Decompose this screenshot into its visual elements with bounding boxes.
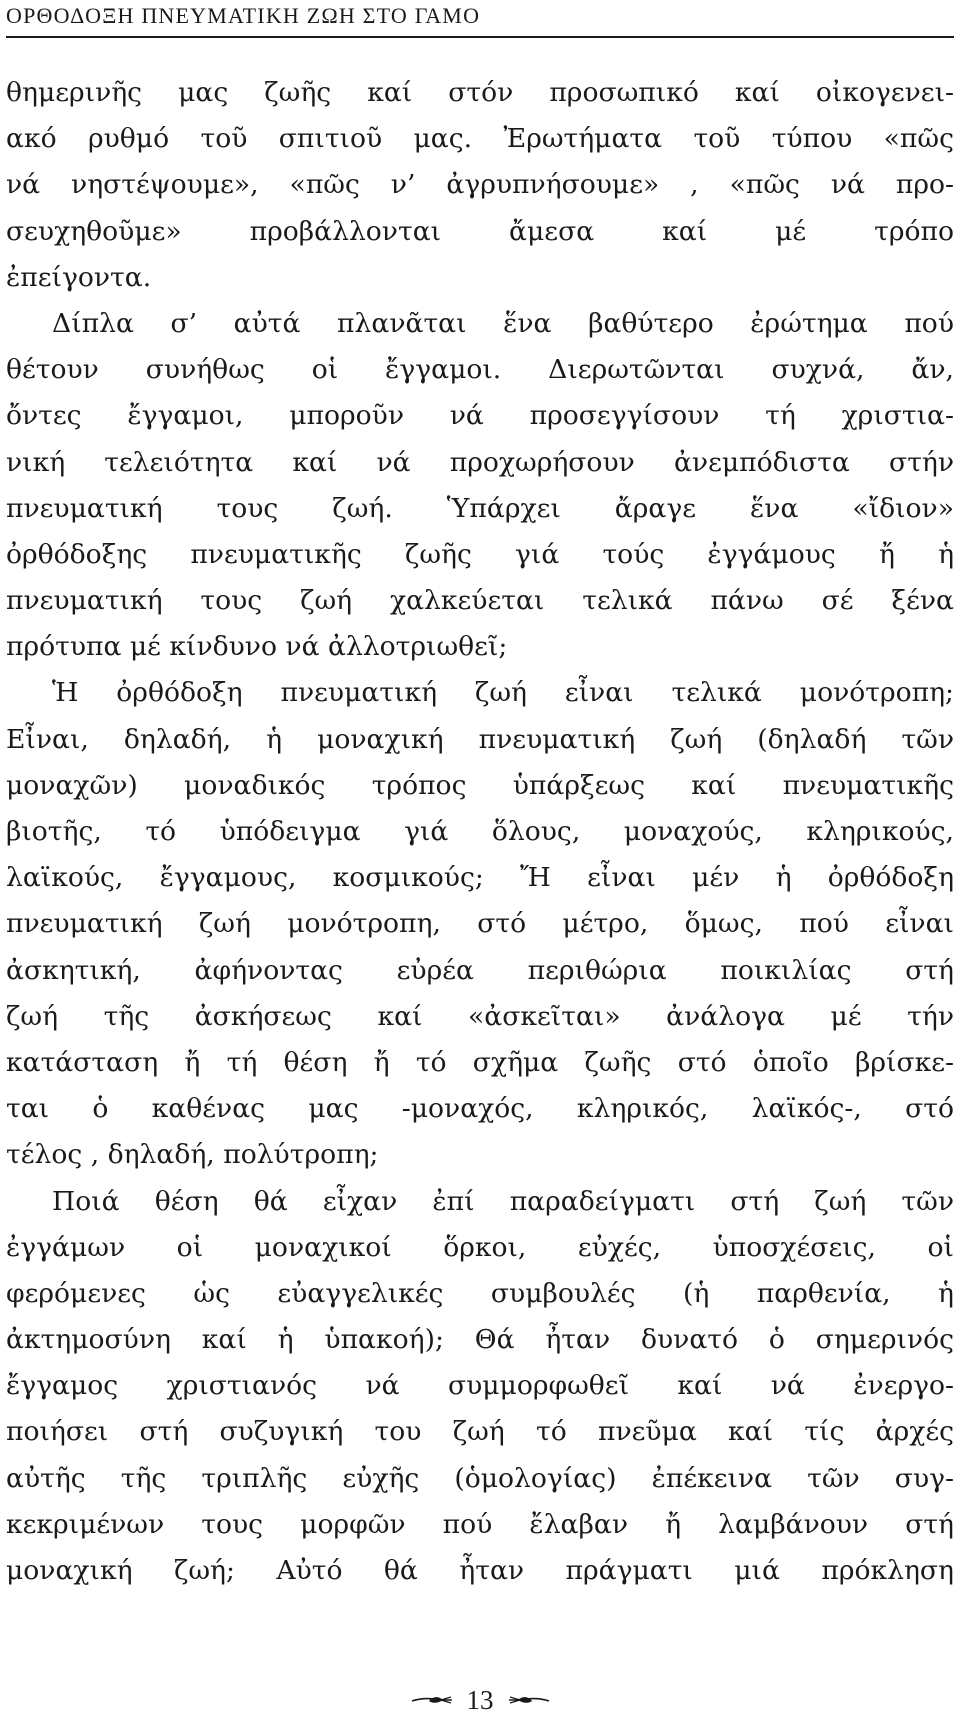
text-line: νική τελειότητα καί νά προχωρήσουν ἀνεμπόδιστα στήν <box>6 446 954 478</box>
text-line: ἔγγαμος χριστιανός νά συμμορφωθεῖ καί νά ἐνεργο- <box>6 1370 954 1402</box>
text-line: νά νηστέψουμε», «πῶς ν’ ἀγρυπνήσουμε» , «πῶς νά προ- <box>6 169 954 201</box>
text-line: ζωή τῆς ἀσκήσεως καί «ἀσκεῖται» ἀνάλογα μέ τήν <box>6 1000 954 1032</box>
book-page <box>6 0 954 1720</box>
text-line: ἀκτημοσύνη καί ἡ ὑπακοή); Θά ἦταν δυνατό ὁ σημερινός <box>6 1324 954 1356</box>
text-line: Δίπλα σ’ αὐτά πλανᾶται ἕνα βαθύτερο ἐρώτημα πού <box>52 307 954 339</box>
text-line: ἐπείγοντα. <box>6 261 152 293</box>
fleuron-right-icon <box>508 1694 550 1706</box>
text-line: ἀσκητική, ἀφήνοντας εὐρέα περιθώρια ποικιλίας στή <box>6 954 954 986</box>
text-line: πνευματική ζωή μονότροπη, στό μέτρο, ὅμως, πού εἶναι <box>6 908 954 940</box>
text-line: μοναχική ζωή; Αὐτό θά ἦταν πράγματι μιά πρόκληση <box>6 1555 954 1586</box>
text-line: τέλος , δηλαδή, πολύτροπη; <box>6 1139 379 1171</box>
page-number: 13 <box>466 1685 494 1715</box>
text-line: Ἡ ὀρθόδοξη πνευματική ζωή εἶναι τελικά μονότροπη; <box>52 677 954 709</box>
text-line: ὄντες ἔγγαμοι, μποροῦν νά προσεγγίσουν τή χριστια- <box>6 400 954 432</box>
text-line: θημερινῆς μας ζωῆς καί στόν προσωπικό καί οἰκογενει- <box>6 77 954 108</box>
text-line: ὀρθόδοξης πνευματικῆς ζωῆς γιά τούς ἐγγάμους ἤ ἡ <box>6 538 954 570</box>
text-line: μοναχῶν) μοναδικός τρόπος ὑπάρξεως καί πνευματικῆς <box>6 769 954 801</box>
header-rule <box>6 36 954 38</box>
body-text <box>6 70 954 1594</box>
text-line: πνευματική τους ζωή χαλκεύεται τελικά πάνω σέ ξένα <box>6 585 954 617</box>
text-line: Ποιά θέση θά εἶχαν ἐπί παραδείγματι στή ζωή τῶν <box>52 1185 954 1217</box>
text-line: λαϊκούς, ἔγγαμους, κοσμικούς; Ἤ εἶναι μέν ἡ ὀρθόδοξη <box>6 862 954 894</box>
text-line: ἐγγάμων οἱ μοναχικοί ὅρκοι, εὐχές, ὑποσχέσεις, οἱ <box>6 1231 954 1263</box>
text-line: ται ὁ καθένας μας -μοναχός, κληρικός, λαϊκός-, στό <box>6 1093 954 1125</box>
text-line: αὐτῆς τῆς τριπλῆς εὐχῆς (ὁμολογίας) ἐπέκεινα τῶν συγ- <box>6 1462 954 1494</box>
text-line: ακό ρυθμό τοῦ σπιτιοῦ μας. Ἐρωτήματα τοῦ τύπου «πῶς <box>6 123 954 155</box>
text-line: ποιήσει στή συζυγική του ζωή τό πνεῦμα καί τίς ἀρχές <box>6 1416 954 1448</box>
text-line: πρότυπα μέ κίνδυνο νά ἀλλοτριωθεῖ; <box>6 631 508 663</box>
running-title: ΟΡΘΟΔΟΞΗ ΠΝΕΥΜΑΤΙΚΗ ΖΩΗ ΣΤΟ ΓΑΜΟ <box>6 3 481 28</box>
fleuron-left-icon <box>411 1694 453 1706</box>
text-line: Εἶναι, δηλαδή, ἡ μοναχική πνευματική ζωή (δηλαδή τῶν <box>6 723 954 755</box>
text-line: θέτουν συνήθως οἱ ἔγγαμοι. Διερωτῶνται συχνά, ἄν, <box>6 354 954 386</box>
text-line: πνευματική τους ζωή. Ὑπάρχει ἄραγε ἕνα «ἴδιον» <box>6 492 954 524</box>
text-line: σευχηθοῦμε» προβάλλονται ἄμεσα καί μέ τρόπο <box>6 215 954 247</box>
text-line: κεκριμένων τους μορφῶν πού ἔλαβαν ἤ λαμβάνουν στή <box>6 1508 954 1540</box>
page-footer <box>6 1684 954 1716</box>
text-line: φερόμενες ὡς εὐαγγελικές συμβουλές (ἡ παρθενία, ἡ <box>6 1277 954 1309</box>
text-line: βιοτῆς, τό ὑπόδειγμα γιά ὅλους, μοναχούς, κληρικούς, <box>6 816 954 847</box>
text-line: κατάσταση ἤ τή θέση ἤ τό σχῆμα ζωῆς στό ὁποῖο βρίσκε- <box>6 1046 954 1078</box>
